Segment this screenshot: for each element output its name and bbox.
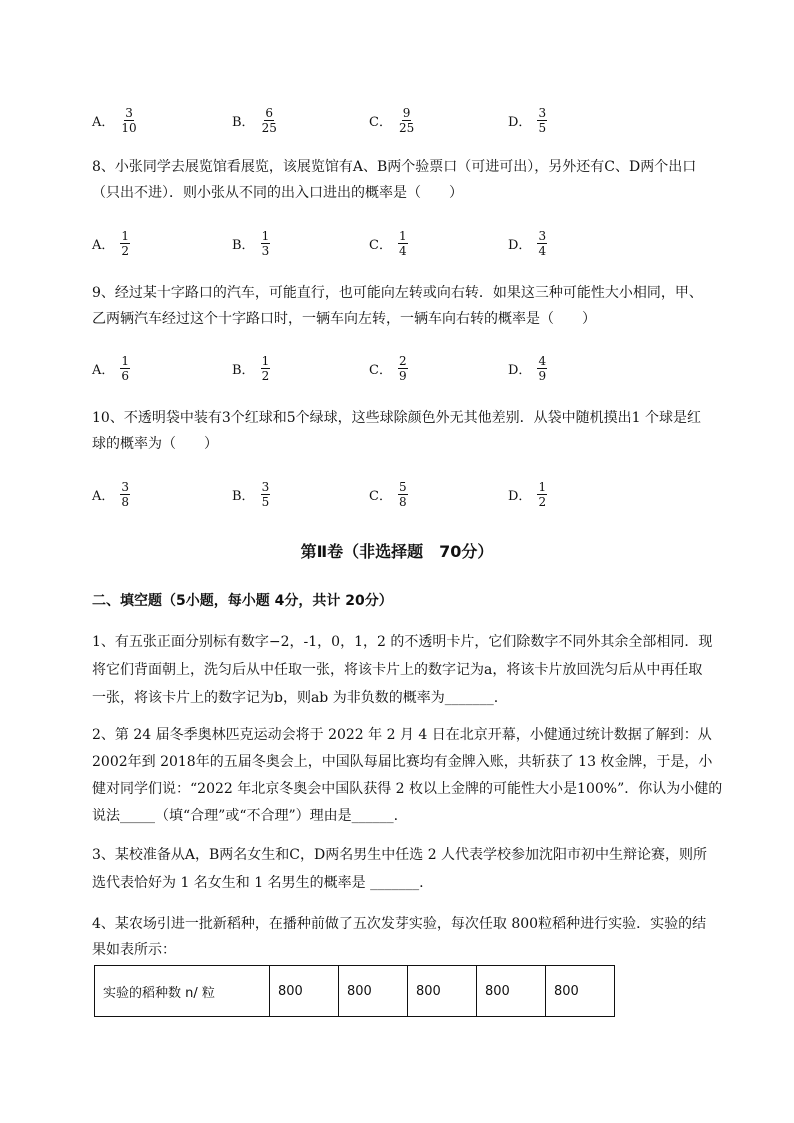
- fill-question-4: [92, 911, 744, 963]
- fraction-numerator: 1: [261, 228, 270, 243]
- option-fraction: [398, 229, 408, 258]
- q8-option-a[interactable]: [92, 223, 130, 263]
- fraction-denominator: 2: [121, 243, 130, 258]
- option-label: B．: [232, 237, 255, 253]
- fraction-denominator: 9: [398, 368, 407, 383]
- fraction-numerator: 3: [125, 105, 133, 120]
- option-label: C．: [369, 114, 392, 130]
- table-cell: 800: [477, 966, 546, 1017]
- question-text-line: 将它们背面朝上，洗匀后从中任取一张，将该卡片上的数字记为a，将该卡片放回洗匀后从中再任取: [92, 662, 703, 678]
- table-cell: 800: [339, 966, 408, 1017]
- q9-option-d[interactable]: [508, 348, 547, 388]
- question-text-line: 10、不透明袋中装有3个红球和5个绿球，这些球除颜色外无其他差别．从袋中随机摸出1 个球是红: [92, 410, 701, 426]
- option-fraction: [537, 229, 547, 258]
- question-text-line: 3、某校准备从A，B两名女生和C，D两名男生中任选 2 人代表学校参加沈阳市初中生辩论赛，则所: [92, 847, 708, 863]
- option-fraction: [398, 106, 415, 135]
- fraction-numerator: 1: [121, 353, 130, 368]
- fill-question-1: [92, 628, 744, 712]
- fill-question-3: [92, 841, 744, 897]
- option-label: B．: [232, 362, 255, 378]
- q8-option-c[interactable]: [369, 223, 408, 263]
- fraction-denominator: 25: [261, 120, 277, 135]
- option-fraction: [398, 480, 408, 509]
- q7-option-c[interactable]: [369, 100, 415, 140]
- option-fraction: [120, 354, 130, 383]
- q8-options: [92, 223, 652, 263]
- option-fraction: [120, 229, 130, 258]
- table-row-label: 实验的稻种数 n/ 粒: [95, 966, 270, 1017]
- option-label: D．: [508, 488, 532, 504]
- fraction-numerator: 5: [398, 479, 407, 494]
- fraction-numerator: 3: [261, 479, 270, 494]
- fraction-denominator: 4: [538, 243, 547, 258]
- question-text-line: 果如表所示：: [92, 942, 176, 958]
- question-9: [92, 280, 744, 332]
- question-text-line: 说法_____（填“合理”或“不合理”）理由是______.: [92, 808, 399, 824]
- question-text-line: 2、第 24 届冬季奥林匹克运动会将于 2022 年 2 月 4 日在北京开幕，小健通过统计数据了解到：从: [92, 727, 712, 743]
- fraction-numerator: 1: [121, 228, 130, 243]
- question-text-line: 一张，将该卡片上的数字记为b，则ab 为非负数的概率为_______.: [92, 690, 499, 706]
- fraction-numerator: 1: [261, 353, 270, 368]
- question-8: [92, 154, 744, 206]
- question-text-line: 乙两辆汽车经过这个十字路口时，一辆车向左转，一辆车向右转的概率是（ ）: [92, 311, 596, 327]
- question-text-line: 球的概率为（ ）: [92, 436, 218, 452]
- q7-option-d[interactable]: [508, 100, 547, 140]
- q7-options: [92, 100, 652, 140]
- option-fraction: [120, 106, 137, 135]
- fraction-numerator: 1: [538, 479, 547, 494]
- fraction-denominator: 4: [398, 243, 407, 258]
- option-fraction: [537, 354, 547, 383]
- question-text-line: 8、小张同学去展览馆看展览，该展览馆有A、B两个验票口（可进可出），另外还有C、D两个出口: [92, 159, 697, 175]
- option-fraction: [398, 354, 408, 383]
- q7-option-a[interactable]: [92, 100, 138, 140]
- part-2-heading: 第Ⅱ卷（非选择题 70分）: [300, 542, 494, 561]
- q10-option-d[interactable]: [508, 474, 547, 514]
- question-text-line: 健对同学们说：“2022 年北京冬奥会中国队获得 2 枚以上金牌的可能性大小是100%”．你认为小健的: [92, 781, 723, 797]
- q7-option-b[interactable]: [232, 100, 278, 140]
- fraction-denominator: 8: [121, 494, 130, 509]
- fraction-denominator: 10: [121, 120, 137, 135]
- option-label: C．: [369, 237, 392, 253]
- option-fraction: [261, 229, 271, 258]
- option-fraction: [261, 354, 271, 383]
- fraction-numerator: 3: [538, 105, 547, 120]
- fraction-numerator: 2: [398, 353, 407, 368]
- fraction-denominator: 5: [538, 120, 547, 135]
- fraction-denominator: 2: [261, 368, 270, 383]
- q10-option-a[interactable]: [92, 474, 130, 514]
- option-label: C．: [369, 362, 392, 378]
- option-label: A．: [92, 362, 115, 378]
- q9-option-b[interactable]: [232, 348, 270, 388]
- fraction-denominator: 9: [538, 368, 547, 383]
- section-2-title: 二、填空题（5小题，每小题 4分，共计 20分）: [92, 593, 393, 609]
- q8-option-d[interactable]: [508, 223, 547, 263]
- option-label: D．: [508, 114, 532, 130]
- option-fraction: [537, 106, 547, 135]
- question-text-line: 2002年到 2018年的五届冬奥会上，中国队每届比赛均有金牌入账，共斩获了 13 枚金牌，于是，小: [92, 754, 713, 770]
- question-text-line: 4、某农场引进一批新稻种，在播种前做了五次发芽实验，每次任取 800粒稻种进行实验．实验的结: [92, 916, 707, 932]
- option-fraction: [261, 106, 278, 135]
- option-label: A．: [92, 237, 115, 253]
- fraction-denominator: 2: [538, 494, 547, 509]
- fraction-numerator: 9: [402, 105, 411, 120]
- question-text-line: 选代表恰好为 1 名女生和 1 名男生的概率是 _______.: [92, 875, 424, 891]
- q9-option-a[interactable]: [92, 348, 130, 388]
- q10-options: [92, 474, 652, 514]
- q10-option-c[interactable]: [369, 474, 408, 514]
- fraction-denominator: 5: [261, 494, 270, 509]
- question-text-line: （只出不进）．则小张从不同的出入口进出的概率是（ ）: [92, 185, 463, 201]
- option-fraction: [537, 480, 547, 509]
- q9-option-c[interactable]: [369, 348, 408, 388]
- option-fraction: [120, 480, 130, 509]
- table-cell: 800: [270, 966, 339, 1017]
- fraction-denominator: 25: [398, 120, 415, 135]
- fraction-denominator: 6: [121, 368, 130, 383]
- experiment-table: [94, 965, 615, 1017]
- q9-options: [92, 348, 652, 388]
- option-label: B．: [232, 114, 255, 130]
- option-label: C．: [369, 488, 392, 504]
- fraction-numerator: 1: [398, 228, 407, 243]
- fill-question-2: [92, 722, 744, 830]
- fraction-denominator: 8: [398, 494, 407, 509]
- fraction-denominator: 3: [261, 243, 270, 258]
- q10-option-b[interactable]: [232, 474, 270, 514]
- fraction-numerator: 4: [538, 353, 547, 368]
- option-label: B．: [232, 488, 255, 504]
- fraction-numerator: 6: [265, 105, 274, 120]
- fraction-numerator: 3: [538, 228, 547, 243]
- table-row: [95, 966, 615, 1017]
- fraction-numerator: 3: [121, 479, 130, 494]
- question-10: [92, 405, 744, 457]
- option-label: D．: [508, 237, 532, 253]
- q8-option-b[interactable]: [232, 223, 270, 263]
- option-label: D．: [508, 362, 532, 378]
- table-cell: 800: [408, 966, 477, 1017]
- option-label: A．: [92, 488, 115, 504]
- table-cell: 800: [546, 966, 615, 1017]
- option-label: A．: [92, 114, 115, 130]
- question-text-line: 9、经过某十字路口的汽车，可能直行，也可能向左转或向右转．如果这三种可能性大小相同，甲、: [92, 285, 703, 301]
- option-fraction: [261, 480, 271, 509]
- question-text-line: 1、有五张正面分别标有数字−2，-1，0，1，2 的不透明卡片，它们除数字不同外其余全部相同．现: [92, 634, 713, 650]
